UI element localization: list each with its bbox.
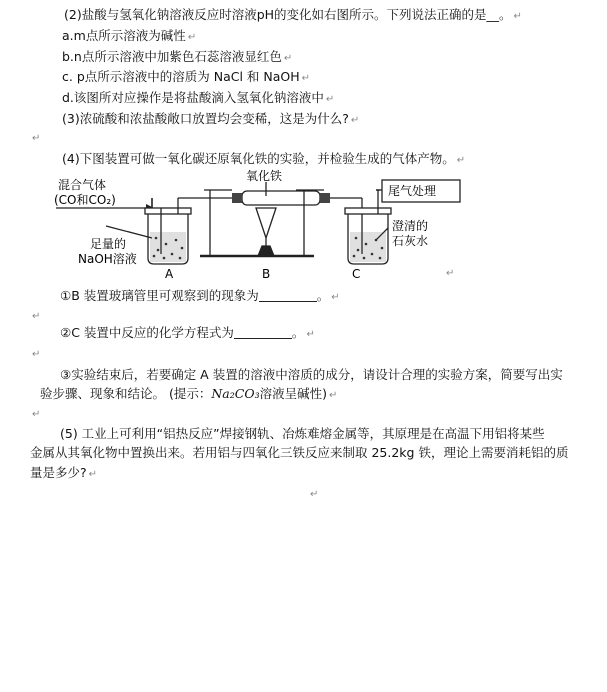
paragraph-mark-icon: ↵	[88, 469, 98, 480]
iron-oxide-label: 氧化铁	[246, 169, 283, 183]
paragraph-mark-icon: ↵	[283, 53, 293, 64]
paragraph-mark-icon: ↵	[331, 292, 340, 303]
limewater-label-2: 石灰水	[392, 234, 429, 248]
paragraph-mark-icon: ↵	[301, 73, 311, 84]
q5-line3: 量是多少? ↵	[30, 465, 98, 480]
mixed-gas-formula-label: (CO和CO₂)	[54, 193, 116, 207]
q2-option-b: b.n点所示溶液中加紫色石蕊溶液显红色 ↵	[62, 49, 293, 64]
paragraph-mark-icon: ↵	[325, 94, 335, 105]
q4-sub2: ②C 装置中反应的化学方程式为 。 ↵	[60, 325, 315, 340]
empty-paragraph: ↵	[310, 489, 319, 500]
apparatus-b-label: B	[262, 267, 271, 281]
na2co3-formula: Na₂CO₃	[211, 386, 260, 401]
limewater-label-1: 澄清的	[392, 219, 429, 233]
answer-blank[interactable]	[234, 326, 292, 339]
apparatus-c-label: C	[352, 267, 361, 281]
apparatus-a-label: A	[165, 267, 174, 281]
naoh-solution-label: NaOH溶液	[78, 252, 137, 266]
q5-line2: 金属从其氧化物中置换出来。若用铝与四氧化三铁反应来制取 25.2kg 铁，理论上需要消耗铝的质	[30, 445, 569, 460]
answer-blank[interactable]	[259, 289, 317, 302]
q4-sub1: ①B 装置玻璃管里可观察到的现象为 。 ↵	[60, 288, 340, 303]
empty-paragraph: ↵	[32, 311, 41, 322]
q4-sub3-line1: ③实验结束后，若要确定 A 装置的溶液中溶质的成分，请设计合理的实验方案，简要写出实	[60, 367, 563, 382]
mixed-gas-label: 混合气体	[58, 178, 107, 192]
q2-option-a: a.m点所示溶液为碱性 ↵	[62, 28, 197, 43]
q2-option-d: d.该图所对应操作是将盐酸滴入氢氧化钠溶液中 ↵	[62, 90, 335, 105]
apparatus-diagram	[0, 0, 607, 300]
empty-paragraph: ↵	[32, 409, 41, 420]
naoh-amount-label: 足量的	[90, 237, 127, 251]
empty-paragraph: ↵	[32, 349, 41, 360]
q5-line1: (5) 工业上可利用“铝热反应”焊接钢轨、冶炼难熔金属等，其原理是在高温下用铝将某些	[60, 426, 545, 441]
paragraph-mark-icon: ↵	[306, 329, 315, 340]
q2-option-c: c. p点所示溶液中的溶质为 NaCl 和 NaOH ↵	[62, 69, 311, 84]
paragraph-mark-icon: ↵	[350, 115, 360, 126]
paragraph-mark-icon: ↵	[456, 155, 466, 166]
paragraph-mark-icon: ↵	[328, 390, 338, 401]
q4-stem: (4)下图装置可做一氧化碳还原氧化铁的实验，并检验生成的气体产物。 ↵	[62, 151, 466, 166]
empty-paragraph: ↵	[32, 133, 41, 144]
exhaust-label: 尾气处理	[388, 184, 437, 198]
q4-sub3-line2: 验步骤、现象和结论。 (提示：Na₂CO₃溶液呈碱性) ↵	[40, 386, 338, 401]
paragraph-mark-icon: ↵	[513, 11, 522, 22]
paragraph-mark-icon: ↵	[446, 268, 455, 279]
paragraph-mark-icon: ↵	[187, 32, 197, 43]
q2-stem: (2)盐酸与氢氧化钠溶液反应时溶液pH的变化如右图所示。下列说法正确的是__。 ↵	[64, 7, 522, 22]
q3-stem: (3)浓硫酸和浓盐酸敞口放置均会变稀，这是为什么? ↵	[62, 111, 360, 126]
